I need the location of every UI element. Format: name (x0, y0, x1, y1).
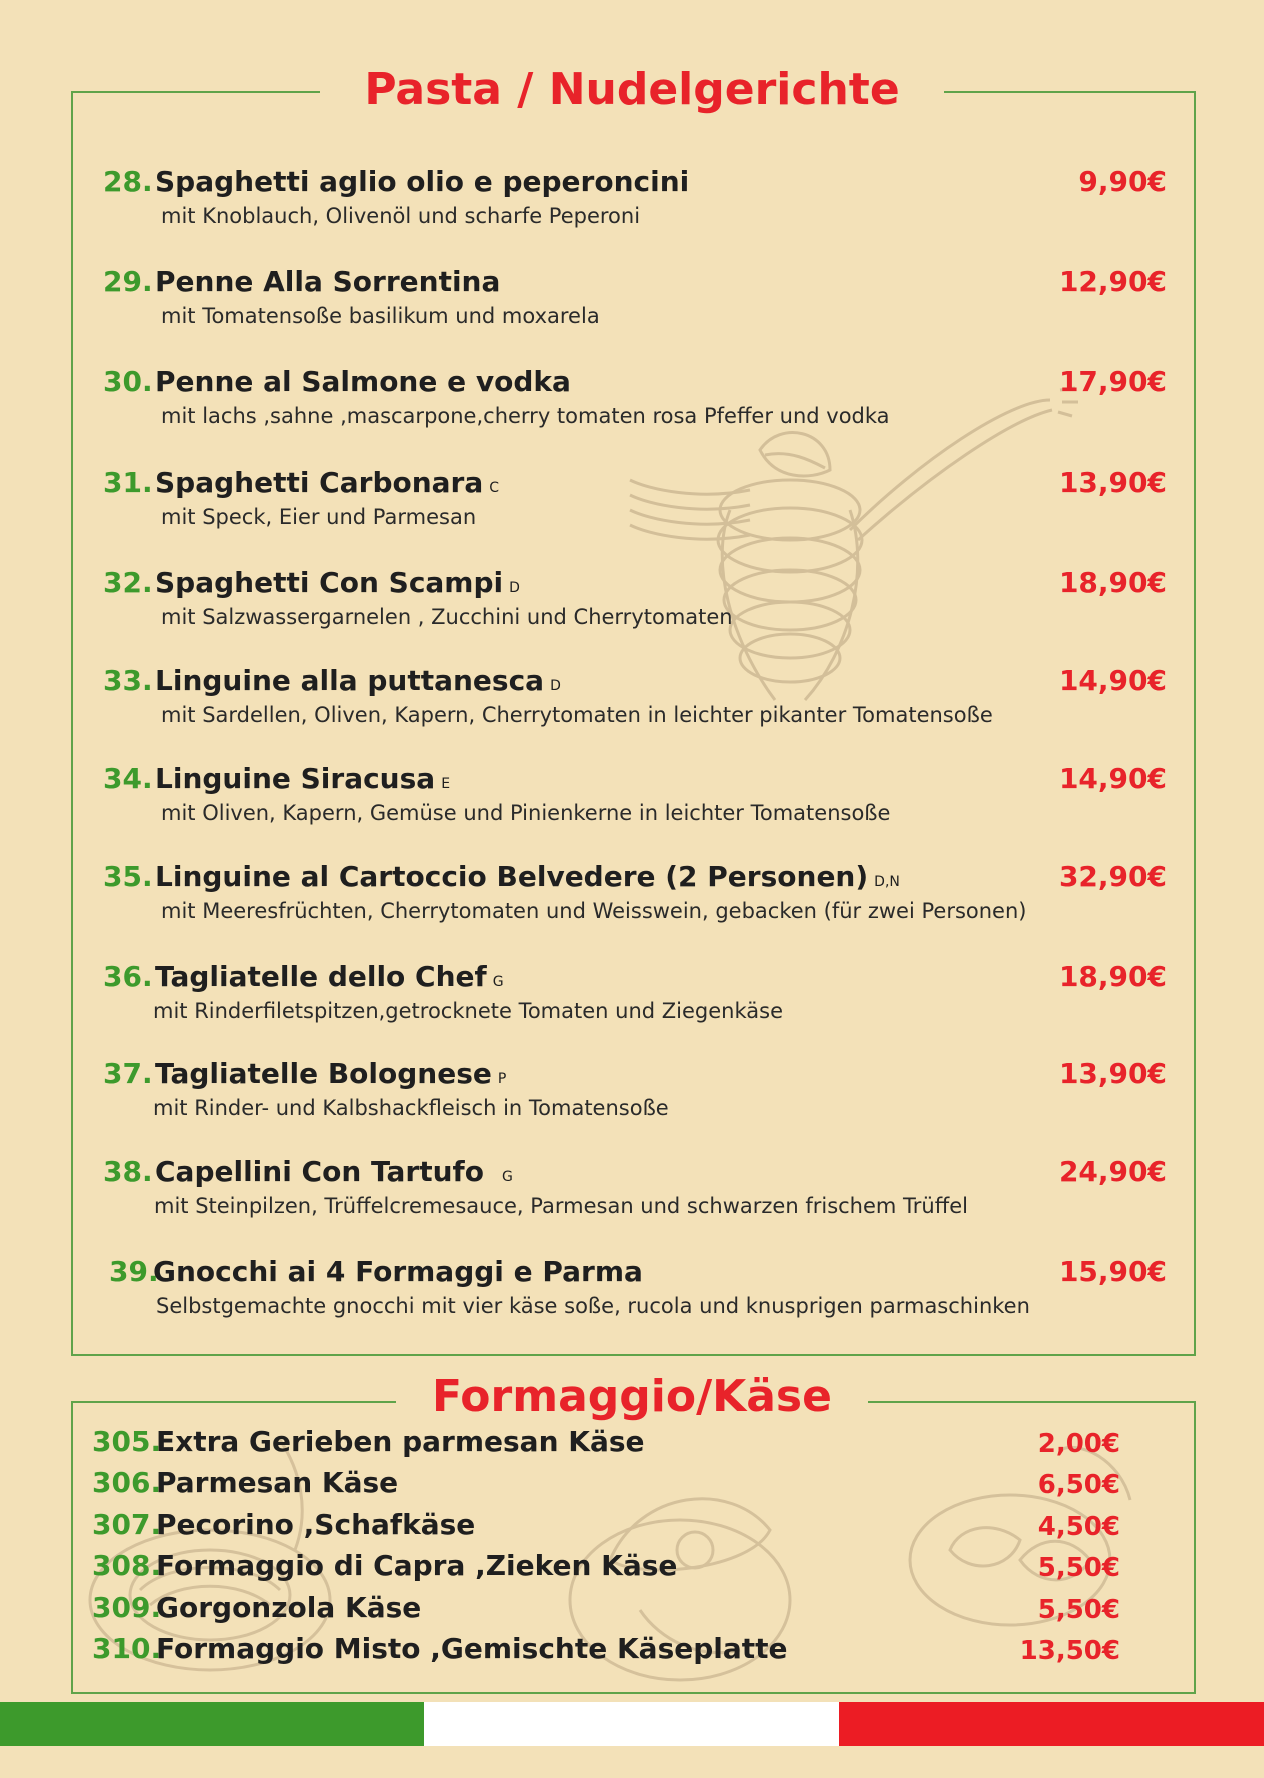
item-number: 39. (109, 1255, 159, 1288)
item-allergen-code: E (441, 776, 451, 792)
flag-stripe-white (424, 1702, 839, 1746)
item-number: 308. (92, 1549, 162, 1582)
item-number: 28. (103, 165, 153, 198)
item-description: Selbstgemachte gnocchi mit vier käse soße, rucola und knusprigen parmaschinken (156, 1294, 1030, 1318)
item-name: Tagliatelle Bolognese P (155, 1057, 507, 1090)
item-name: Linguine alla puttanesca D (155, 664, 561, 697)
item-number: 305. (92, 1425, 162, 1458)
item-price: 15,90€ (1058, 1255, 1167, 1288)
item-price: 9,90€ (1078, 165, 1167, 198)
cheese-item (0, 1425, 1264, 1461)
item-allergen-code: D (550, 678, 561, 694)
item-name: Pecorino ,Schafkäse (156, 1508, 476, 1541)
item-name: Gorgonzola Käse (156, 1591, 422, 1624)
item-name: Spaghetti Con Scampi D (155, 566, 520, 599)
item-name: Extra Gerieben parmesan Käse (156, 1425, 645, 1458)
item-description: mit Speck, Eier und Parmesan (161, 505, 477, 529)
item-number: 310. (92, 1632, 162, 1665)
item-name: Formaggio di Capra ,Zieken Käse (156, 1549, 678, 1582)
item-number: 306. (92, 1466, 162, 1499)
item-number: 37. (103, 1057, 153, 1090)
item-price: 12,90€ (1058, 265, 1167, 298)
item-price: 17,90€ (1058, 365, 1167, 398)
item-number: 30. (103, 365, 153, 398)
item-description: mit Tomatensoße basilikum und moxarela (161, 304, 600, 328)
item-name: Penne al Salmone e vodka (155, 365, 571, 398)
item-allergen-code: G (492, 974, 504, 990)
item-number: 32. (103, 566, 153, 599)
item-name: Tagliatelle dello Chef G (155, 960, 504, 993)
item-price: 4,50€ (1037, 1512, 1120, 1542)
item-allergen-code: D (509, 580, 520, 596)
flag-stripe-red (839, 1702, 1264, 1746)
item-description: mit Oliven, Kapern, Gemüse und Pinienkerne in leichter Tomatensoße (161, 801, 891, 825)
cheese-item (0, 1632, 1264, 1668)
item-name: Linguine al Cartoccio Belvedere (2 Personen) D,N (155, 860, 900, 893)
item-price: 24,90€ (1058, 1155, 1167, 1188)
item-price: 32,90€ (1058, 860, 1167, 893)
cheese-section-title: Formaggio/Käse (396, 1375, 868, 1419)
cheese-item (0, 1591, 1264, 1627)
item-name: Parmesan Käse (156, 1466, 399, 1499)
item-allergen-code: D,N (874, 874, 900, 890)
item-allergen-code: C (489, 480, 500, 496)
item-description: mit Knoblauch, Olivenöl und scharfe Peperoni (161, 204, 641, 228)
item-description: mit Meeresfrüchten, Cherrytomaten und Weisswein, gebacken (für zwei Personen) (161, 899, 1027, 923)
item-description: mit Salzwassergarnelen , Zucchini und Cherrytomaten (161, 605, 733, 629)
pasta-section-title: Pasta / Nudelgerichte (320, 68, 943, 112)
item-description: mit Rinder- und Kalbshackfleisch in Tomatensoße (153, 1096, 669, 1120)
item-number: 307. (92, 1508, 162, 1541)
item-number: 36. (103, 960, 153, 993)
item-number: 38. (103, 1155, 153, 1188)
cheese-item (0, 1466, 1264, 1502)
cheese-section-heading (0, 1371, 1264, 1422)
item-description: mit lachs ,sahne ,mascarpone,cherry tomaten rosa Pfeffer und vodka (161, 404, 890, 428)
item-price: 2,00€ (1037, 1429, 1120, 1459)
item-name: Formaggio Misto ,Gemischte Käseplatte (156, 1632, 788, 1665)
item-name: Capellini Con Tartufo G (155, 1155, 513, 1188)
item-price: 6,50€ (1037, 1470, 1120, 1500)
item-number: 309. (92, 1591, 162, 1624)
item-price: 14,90€ (1058, 762, 1167, 795)
item-number: 34. (103, 762, 153, 795)
item-price: 5,50€ (1037, 1595, 1120, 1625)
item-description: mit Sardellen, Oliven, Kapern, Cherrytomaten in leichter pikanter Tomatensoße (161, 703, 993, 727)
item-price: 13,90€ (1058, 466, 1167, 499)
cheese-item (0, 1549, 1264, 1585)
item-description: mit Steinpilzen, Trüffelcremesauce, Parmesan und schwarzen frischem Trüffel (154, 1194, 968, 1218)
item-name: Spaghetti Carbonara C (155, 466, 500, 499)
item-allergen-code: G (501, 1169, 513, 1185)
item-price: 5,50€ (1037, 1553, 1120, 1583)
item-name: Linguine Siracusa E (155, 762, 451, 795)
item-price: 13,50€ (1019, 1636, 1120, 1666)
pasta-section-heading (0, 64, 1264, 115)
item-price: 18,90€ (1058, 960, 1167, 993)
item-price: 13,90€ (1058, 1057, 1167, 1090)
item-number: 31. (103, 466, 153, 499)
item-name: Penne Alla Sorrentina (155, 265, 501, 298)
item-number: 33. (103, 664, 153, 697)
cheese-item (0, 1508, 1264, 1544)
item-number: 29. (103, 265, 153, 298)
item-price: 14,90€ (1058, 664, 1167, 697)
item-name: Spaghetti aglio olio e peperoncini (155, 165, 690, 198)
flag-stripe-green (0, 1702, 424, 1746)
item-price: 18,90€ (1058, 566, 1167, 599)
item-allergen-code: P (497, 1071, 507, 1087)
item-number: 35. (103, 860, 153, 893)
item-name: Gnocchi ai 4 Formaggi e Parma (153, 1255, 643, 1288)
item-description: mit Rinderfiletspitzen,getrocknete Tomaten und Ziegenkäse (153, 999, 783, 1023)
